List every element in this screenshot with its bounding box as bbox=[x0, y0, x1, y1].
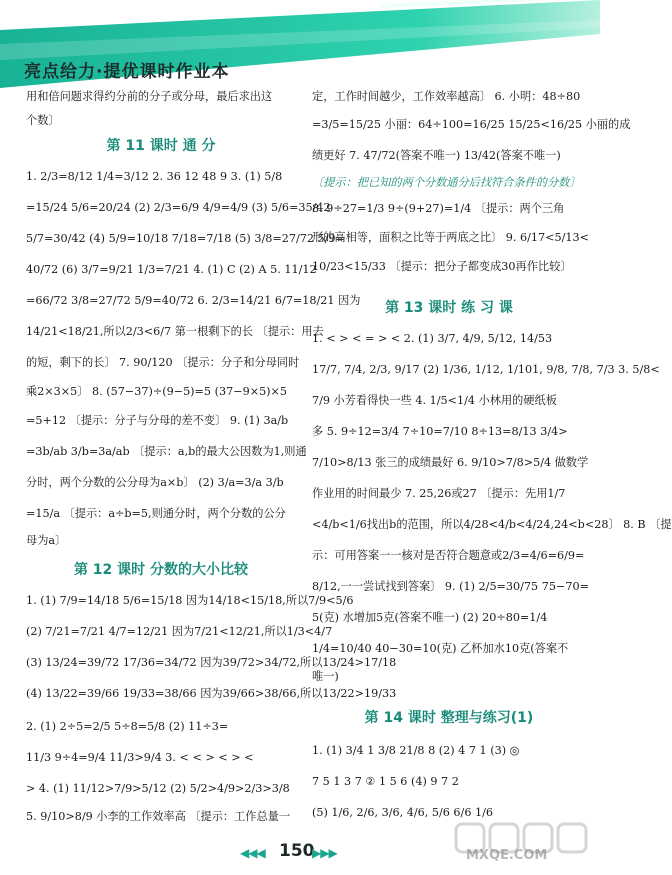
right-column bbox=[312, 84, 672, 836]
header-banner bbox=[0, 0, 600, 88]
text-line: 10/23<15/33 〔提示：把分子都变成30再作比较〕 bbox=[312, 260, 572, 273]
text-line: 1. 2/3=8/12 1/4=3/12 2. 36 12 48 9 3. (1) 5/8 bbox=[26, 170, 283, 183]
text-line: 14/21<18/21,所以2/3<6/7 第一根剩下的长 〔提示：用去 bbox=[26, 325, 324, 338]
lesson-12-title: 第 12 课时 分数的大小比较 bbox=[73, 562, 249, 578]
text-line: 40/72 (6) 3/7=9/21 1/3=7/21 4. (1) C (2) A 5. 11/12 bbox=[26, 263, 317, 276]
text-line: 多 5. 9÷12=3/4 7÷10=7/10 8÷13=8/13 3/4> bbox=[312, 425, 568, 438]
text-line: (5) 1/6, 2/6, 3/6, 4/6, 5/6 6/6 1/6 bbox=[312, 806, 493, 819]
text-line: =5+12 〔提示：分子与分母的差不变〕 9. (1) 3a/b bbox=[26, 414, 289, 427]
left-arrows-icon: ◀◀◀ bbox=[240, 846, 265, 860]
text-line: 形的高相等，面积之比等于两底之比〕 9. 6/17<5/13< bbox=[312, 231, 589, 244]
text-line: 8. 9÷27=1/3 9÷(9+27)=1/4 〔提示：两个三角 bbox=[312, 202, 565, 215]
watermark-text: MXQE.COM bbox=[466, 848, 548, 863]
text-line: 唯一) bbox=[312, 670, 339, 683]
text-line: 1. < > < = > < 2. (1) 3/7, 4/9, 5/12, 14/53 bbox=[312, 332, 553, 345]
text-line: (4) 13/22=39/66 19/33=38/66 因为39/66>38/66,所以13/22>19/33 bbox=[26, 687, 397, 700]
text-line: 1. (1) 3/4 1 3/8 21/8 8 (2) 4 7 1 (3) ◎ bbox=[312, 744, 520, 757]
text-line: 7/10>8/13 张三的成绩最好 6. 9/10>7/8>5/4 做数学 bbox=[312, 456, 589, 469]
text-line: =3/5=15/25 小丽：64÷100=16/25 15/25<16/25 小丽的成 bbox=[312, 118, 631, 131]
text-line: 7/9 小芳看得快一些 4. 1/5<1/4 小林用的硬纸板 bbox=[312, 394, 557, 407]
text-line: 5(克) 水增加5克(答案不唯一) (2) 20÷80=1/4 bbox=[312, 611, 548, 624]
text-line: 5. 9/10>8/9 小李的工作效率高 〔提示：工作总量一 bbox=[26, 810, 291, 823]
text-line: 示：可用答案一一核对是否符合题意或2/3=4/6=6/9= bbox=[312, 549, 585, 562]
text-line: <4/b<1/6找出b的范围，所以4/28<4/b<4/24,24<b<28〕 8. B 〔提 bbox=[312, 518, 672, 531]
text-line: 用和倍问题求得约分前的分子或分母，最后求出这 bbox=[26, 90, 273, 103]
text-line: =66/72 3/8=27/72 5/9=40/72 6. 2/3=14/21 6/7=18/21 因为 bbox=[26, 294, 361, 307]
text-line: 5/7=30/42 (4) 5/9=10/18 7/18=7/18 (5) 3/8=27/72 5/9= bbox=[26, 232, 345, 245]
text-line: 乘2×3×5〕 8. (57−37)÷(9−5)=5 (37−9×5)×5 bbox=[26, 385, 288, 398]
lesson-14-title: 第 14 课时 整理与练习(1) bbox=[364, 710, 534, 726]
text-line: > 4. (1) 11/12>7/9>5/12 (2) 5/2>4/9>2/3>3/8 bbox=[26, 782, 290, 795]
right-arrows-icon: ▶▶▶ bbox=[312, 846, 337, 860]
lesson-11-title: 第 11 课时 通 分 bbox=[106, 138, 216, 154]
lesson-13-title: 第 13 课时 练 习 课 bbox=[385, 300, 513, 316]
text-line: 分时，两个分数的公分母为a×b〕 (2) 3/a=3/a 3/b bbox=[26, 476, 284, 489]
hint-line: 〔提示：把已知的两个分数通分后找符合条件的分数〕 bbox=[312, 176, 581, 189]
text-line: =3b/ab 3/b=3a/ab 〔提示：a,b的最大公因数为1,则通 bbox=[26, 445, 307, 458]
text-line: 绩更好 7. 47/72(答案不唯一) 13/42(答案不唯一) bbox=[312, 149, 561, 162]
text-line: 个数〕 bbox=[26, 114, 60, 127]
text-line: 1/4=10/40 40−30=10(克) 乙杯加水10克(答案不 bbox=[312, 642, 569, 655]
text-line: 1. (1) 7/9=14/18 5/6=15/18 因为14/18<15/18,所以7/9<5/6 bbox=[26, 594, 354, 607]
text-line: 7 5 1 3 7 ② 1 5 6 (4) 9 7 2 bbox=[312, 775, 459, 788]
text-line: 定，工作时间越少，工作效率越高〕 6. 小明：48÷80 bbox=[312, 90, 581, 103]
text-line: 母为a〕 bbox=[26, 534, 67, 547]
page-number: 150 bbox=[279, 841, 315, 861]
page-title: 亮点给力·提优课时作业本 bbox=[24, 62, 230, 82]
text-line: 8/12,一一尝试找到答案〕 9. (1) 2/5=30/75 75−70= bbox=[312, 580, 589, 593]
text-line: =15/a 〔提示：a÷b=5,则通分时，两个分数的公分 bbox=[26, 507, 286, 520]
text-line: (2) 7/21=7/21 4/7=12/21 因为7/21<12/21,所以1/3<4/7 bbox=[26, 625, 333, 638]
text-line: (3) 13/24=39/72 17/36=34/72 因为39/72>34/72,所以13/24>17/18 bbox=[26, 656, 397, 669]
text-line: 17/7, 7/4, 2/3, 9/17 (2) 1/36, 1/12, 1/101, 9/8, 7/8, 7/3 3. 5/8< bbox=[312, 363, 660, 376]
text-line: 的短，剩下的长〕 7. 90/120 〔提示：分子和分母同时 bbox=[26, 356, 300, 369]
text-line: 2. (1) 2÷5=2/5 5÷8=5/8 (2) 11÷3= bbox=[26, 720, 229, 733]
text-line: =15/24 5/6=20/24 (2) 2/3=6/9 4/9=4/9 (3) 5/6=35/42 bbox=[26, 201, 331, 214]
text-line: 11/3 9÷4=9/4 11/3>9/4 3. < < > < > < bbox=[26, 751, 254, 764]
text-line: 作业用的时间最少 7. 25,26或27 〔提示：先用1/7 bbox=[312, 487, 566, 500]
